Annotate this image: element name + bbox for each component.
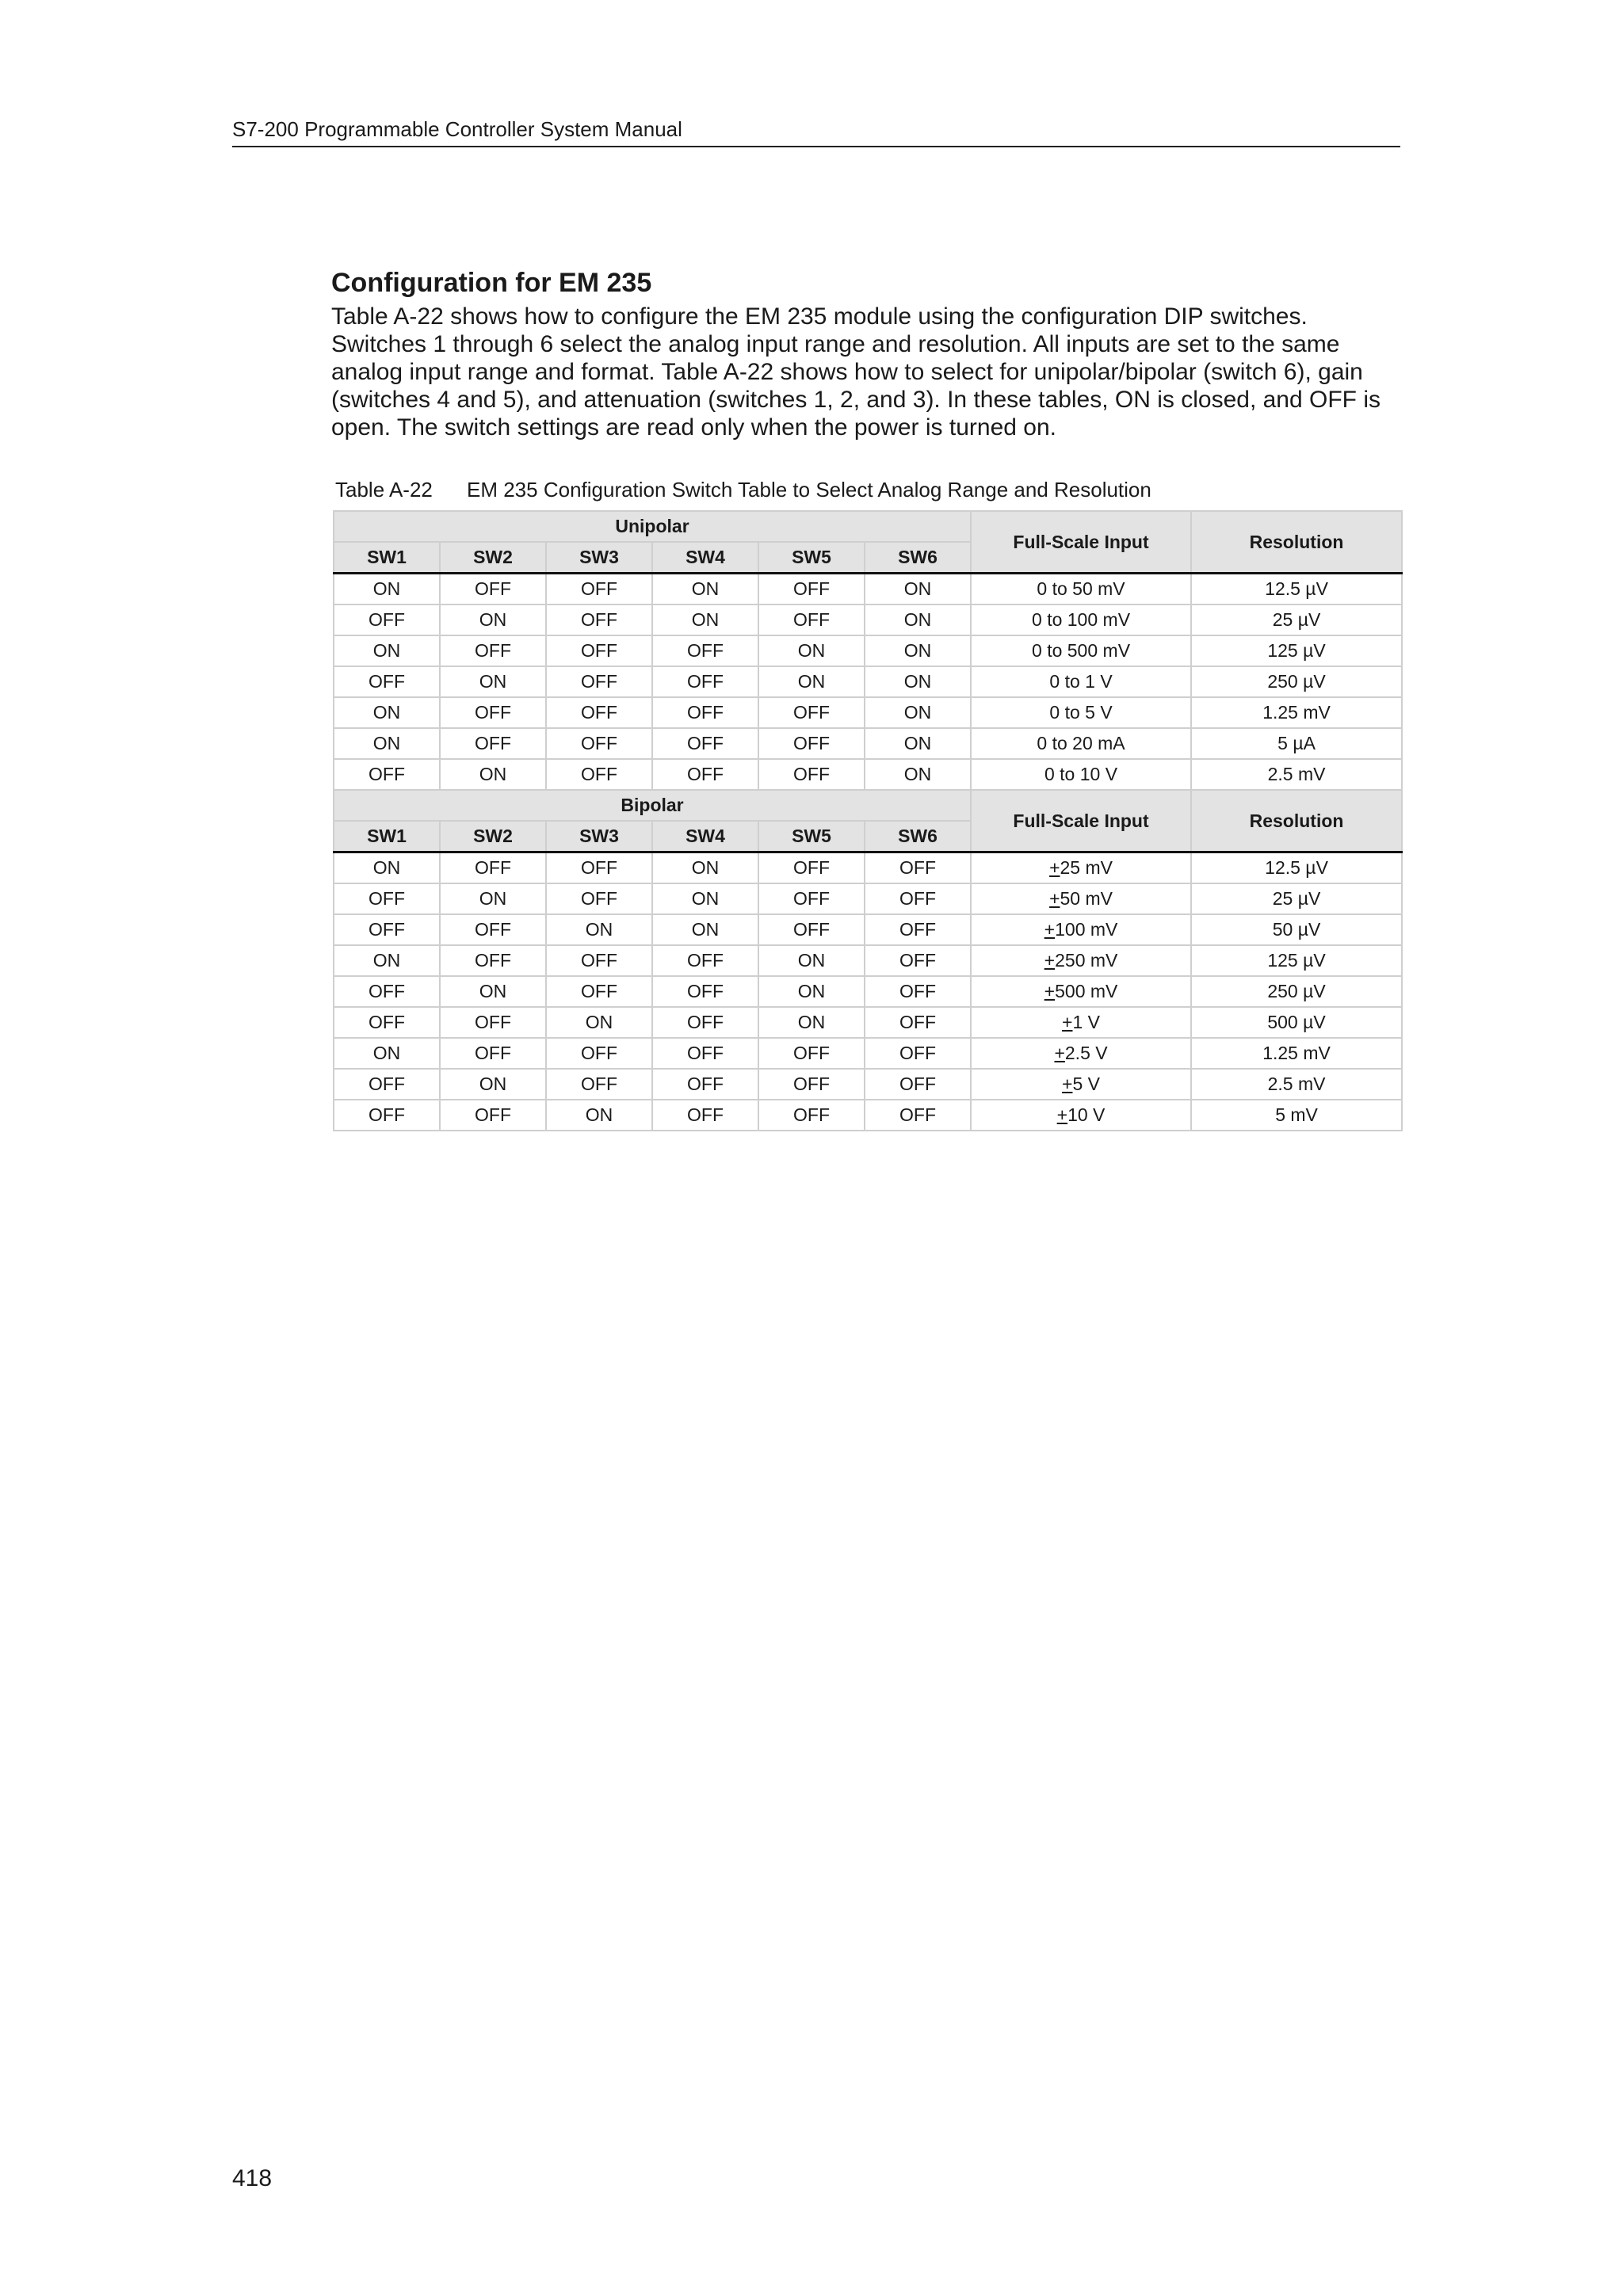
switch-cell: OFF (334, 759, 440, 790)
fullscale-value: 100 mV (1055, 919, 1118, 940)
switch-cell: OFF (865, 1007, 971, 1038)
fullscale-cell (971, 635, 1191, 666)
switch-cell: OFF (546, 1069, 652, 1100)
plus-minus-sign: + (1044, 950, 1056, 971)
running-header: S7-200 Programmable Controller System Manual (232, 116, 1400, 147)
fullscale-header: Full-Scale Input (971, 790, 1191, 852)
section-body: Table A-22 shows how to configure the EM 235 module using the configuration DIP switches. Switches 1 through 6 select the analog input range and resolution. All inputs are set to the same analog input range and format. Table A-22 shows how to select for unipolar/bipolar (switch 6), gain (switches 4 and 5), and attenuation (switches 1, 2, and 3). In these tables, ON is closed, and OFF is open. The switch settings are read only when the power is turned on. (331, 303, 1381, 441)
resolution-cell: 125 µV (1191, 635, 1402, 666)
switch-cell: OFF (546, 1038, 652, 1069)
fullscale-cell (971, 945, 1191, 976)
plus-minus-sign: + (1062, 1012, 1073, 1032)
switch-cell: ON (334, 635, 440, 666)
switch-cell: OFF (652, 1069, 758, 1100)
switch-cell: OFF (440, 1007, 546, 1038)
switch-cell: ON (440, 666, 546, 697)
switch-header-1: SW1 (334, 542, 440, 574)
fullscale-value: 0 to 1 V (1049, 671, 1113, 692)
resolution-header: Resolution (1191, 790, 1402, 852)
switch-cell: OFF (652, 728, 758, 759)
resolution-header: Resolution (1191, 511, 1402, 574)
fullscale-cell (971, 728, 1191, 759)
switch-cell: OFF (440, 852, 546, 884)
switch-cell: OFF (758, 1069, 865, 1100)
resolution-cell: 500 µV (1191, 1007, 1402, 1038)
resolution-cell: 2.5 mV (1191, 759, 1402, 790)
unipolar-group-row (334, 511, 1402, 542)
switch-cell: OFF (652, 976, 758, 1007)
switch-cell: OFF (652, 1007, 758, 1038)
switch-cell: OFF (865, 914, 971, 945)
switch-cell: OFF (440, 574, 546, 605)
switch-cell: ON (758, 635, 865, 666)
table-row (334, 976, 1402, 1007)
switch-cell: ON (865, 728, 971, 759)
fullscale-cell (971, 697, 1191, 728)
fullscale-value: 5 V (1072, 1074, 1101, 1094)
switch-cell: OFF (334, 666, 440, 697)
resolution-cell: 5 mV (1191, 1100, 1402, 1131)
resolution-cell: 12.5 µV (1191, 574, 1402, 605)
resolution-cell: 1.25 mV (1191, 1038, 1402, 1069)
switch-header-6: SW6 (865, 542, 971, 574)
switch-cell: OFF (652, 635, 758, 666)
switch-cell: OFF (758, 914, 865, 945)
fullscale-cell (971, 1100, 1191, 1131)
switch-cell: OFF (652, 1100, 758, 1131)
section-heading: Configuration for EM 235 (331, 268, 652, 298)
switch-cell: ON (652, 914, 758, 945)
fullscale-value: 1 V (1072, 1012, 1101, 1032)
switch-cell: OFF (334, 976, 440, 1007)
switch-cell: OFF (546, 759, 652, 790)
fullscale-value: 0 to 5 V (1049, 702, 1113, 723)
switch-cell: OFF (546, 666, 652, 697)
switch-cell: OFF (334, 883, 440, 914)
switch-cell: ON (652, 605, 758, 635)
switch-cell: OFF (865, 883, 971, 914)
switch-cell: ON (440, 883, 546, 914)
table-row (334, 666, 1402, 697)
unipolar-group-header: Unipolar (334, 511, 971, 542)
bipolar-group-header: Bipolar (334, 790, 971, 821)
switch-cell: ON (758, 1007, 865, 1038)
switch-cell: ON (440, 976, 546, 1007)
switch-header-2: SW2 (440, 542, 546, 574)
switch-cell: OFF (758, 605, 865, 635)
table-row (334, 574, 1402, 605)
switch-cell: ON (865, 605, 971, 635)
switch-cell: ON (652, 574, 758, 605)
fullscale-cell (971, 883, 1191, 914)
resolution-cell: 2.5 mV (1191, 1069, 1402, 1100)
switch-cell: ON (440, 759, 546, 790)
switch-cell: OFF (758, 883, 865, 914)
fullscale-cell (971, 1069, 1191, 1100)
fullscale-value: 25 mV (1060, 857, 1113, 878)
switch-cell: OFF (758, 697, 865, 728)
switch-cell: OFF (865, 1100, 971, 1131)
page-number: 418 (232, 2165, 273, 2191)
switch-cell: OFF (758, 1100, 865, 1131)
fullscale-cell (971, 1007, 1191, 1038)
switch-cell: OFF (652, 759, 758, 790)
table-caption (335, 477, 1151, 502)
fullscale-cell (971, 852, 1191, 884)
config-switch-table (333, 510, 1403, 1131)
table-row (334, 852, 1402, 884)
switch-cell: ON (865, 574, 971, 605)
switch-cell: OFF (546, 574, 652, 605)
switch-cell: OFF (865, 1038, 971, 1069)
switch-cell: ON (546, 1007, 652, 1038)
fullscale-cell (971, 666, 1191, 697)
switch-cell: OFF (546, 635, 652, 666)
switch-cell: ON (758, 945, 865, 976)
switch-cell: ON (334, 574, 440, 605)
plus-minus-sign: + (1056, 1104, 1068, 1125)
switch-header-4: SW4 (652, 821, 758, 852)
fullscale-value: 2.5 V (1064, 1043, 1108, 1063)
switch-cell: ON (334, 697, 440, 728)
fullscale-cell (971, 605, 1191, 635)
resolution-cell: 125 µV (1191, 945, 1402, 976)
fullscale-value: 0 to 50 mV (1037, 578, 1125, 599)
resolution-cell: 50 µV (1191, 914, 1402, 945)
fullscale-value: 0 to 100 mV (1032, 609, 1131, 630)
resolution-cell: 1.25 mV (1191, 697, 1402, 728)
resolution-cell: 12.5 µV (1191, 852, 1402, 884)
switch-cell: ON (865, 666, 971, 697)
switch-cell: ON (652, 852, 758, 884)
table-row (334, 697, 1402, 728)
table-number: Table A-22 (335, 478, 433, 502)
switch-cell: ON (865, 697, 971, 728)
switch-cell: OFF (440, 914, 546, 945)
switch-cell: ON (652, 883, 758, 914)
switch-cell: OFF (546, 728, 652, 759)
switch-cell: OFF (440, 1038, 546, 1069)
fullscale-header: Full-Scale Input (971, 511, 1191, 574)
switch-cell: OFF (865, 945, 971, 976)
resolution-cell: 25 µV (1191, 883, 1402, 914)
table-row (334, 759, 1402, 790)
switch-cell: OFF (440, 728, 546, 759)
plus-minus-sign: + (1062, 1074, 1073, 1094)
fullscale-cell (971, 574, 1191, 605)
switch-header-2: SW2 (440, 821, 546, 852)
table-body (334, 511, 1402, 1131)
switch-cell: OFF (440, 635, 546, 666)
switch-cell: OFF (758, 728, 865, 759)
switch-cell: OFF (546, 976, 652, 1007)
switch-cell: OFF (758, 759, 865, 790)
table-row (334, 883, 1402, 914)
bipolar-group-row (334, 790, 1402, 821)
fullscale-value: 0 to 500 mV (1032, 640, 1131, 661)
fullscale-value: 250 mV (1055, 950, 1118, 971)
switch-cell: ON (334, 728, 440, 759)
switch-cell: OFF (334, 1007, 440, 1038)
switch-cell: OFF (440, 1100, 546, 1131)
switch-cell: ON (865, 635, 971, 666)
switch-cell: OFF (652, 666, 758, 697)
switch-cell: OFF (865, 852, 971, 884)
switch-cell: ON (334, 1038, 440, 1069)
switch-cell: OFF (652, 1038, 758, 1069)
switch-cell: ON (758, 976, 865, 1007)
plus-minus-sign: + (1049, 857, 1060, 878)
switch-cell: ON (546, 1100, 652, 1131)
fullscale-cell (971, 976, 1191, 1007)
switch-cell: OFF (546, 605, 652, 635)
switch-cell: OFF (865, 1069, 971, 1100)
switch-header-4: SW4 (652, 542, 758, 574)
switch-cell: OFF (758, 574, 865, 605)
switch-cell: ON (334, 852, 440, 884)
table-row (334, 605, 1402, 635)
switch-cell: OFF (758, 1038, 865, 1069)
switch-header-5: SW5 (758, 821, 865, 852)
switch-cell: ON (440, 1069, 546, 1100)
switch-cell: ON (440, 605, 546, 635)
switch-cell: OFF (546, 697, 652, 728)
fullscale-cell (971, 759, 1191, 790)
table-row (334, 914, 1402, 945)
switch-cell: OFF (652, 697, 758, 728)
table-row (334, 1100, 1402, 1131)
table-row (334, 635, 1402, 666)
switch-cell: OFF (758, 852, 865, 884)
switch-cell: ON (865, 759, 971, 790)
fullscale-value: 10 V (1067, 1104, 1106, 1125)
switch-cell: OFF (334, 1100, 440, 1131)
plus-minus-sign: + (1044, 981, 1056, 1001)
fullscale-value: 50 mV (1060, 888, 1113, 909)
switch-header-6: SW6 (865, 821, 971, 852)
switch-cell: OFF (440, 945, 546, 976)
switch-header-3: SW3 (546, 821, 652, 852)
plus-minus-sign: + (1054, 1043, 1065, 1063)
switch-cell: OFF (546, 883, 652, 914)
resolution-cell: 250 µV (1191, 666, 1402, 697)
switch-header-1: SW1 (334, 821, 440, 852)
table-row (334, 1069, 1402, 1100)
fullscale-value: 500 mV (1055, 981, 1118, 1001)
fullscale-cell (971, 914, 1191, 945)
table-row (334, 1038, 1402, 1069)
section (331, 266, 1401, 441)
switch-cell: ON (334, 945, 440, 976)
switch-cell: ON (758, 666, 865, 697)
resolution-cell: 25 µV (1191, 605, 1402, 635)
switch-cell: OFF (865, 976, 971, 1007)
switch-header-3: SW3 (546, 542, 652, 574)
fullscale-cell (971, 1038, 1191, 1069)
table-row (334, 728, 1402, 759)
switch-cell: OFF (334, 1069, 440, 1100)
plus-minus-sign: + (1044, 919, 1056, 940)
switch-cell: OFF (440, 697, 546, 728)
table-title: EM 235 Configuration Switch Table to Select Analog Range and Resolution (467, 478, 1151, 502)
resolution-cell: 5 µA (1191, 728, 1402, 759)
switch-cell: OFF (652, 945, 758, 976)
resolution-cell: 250 µV (1191, 976, 1402, 1007)
switch-cell: OFF (334, 914, 440, 945)
fullscale-value: 0 to 20 mA (1037, 733, 1125, 753)
switch-cell: OFF (546, 945, 652, 976)
plus-minus-sign: + (1049, 888, 1060, 909)
switch-cell: OFF (546, 852, 652, 884)
table-row (334, 945, 1402, 976)
table-row (334, 1007, 1402, 1038)
switch-cell: OFF (334, 605, 440, 635)
switch-cell: ON (546, 914, 652, 945)
switch-header-5: SW5 (758, 542, 865, 574)
fullscale-value: 0 to 10 V (1044, 764, 1118, 784)
